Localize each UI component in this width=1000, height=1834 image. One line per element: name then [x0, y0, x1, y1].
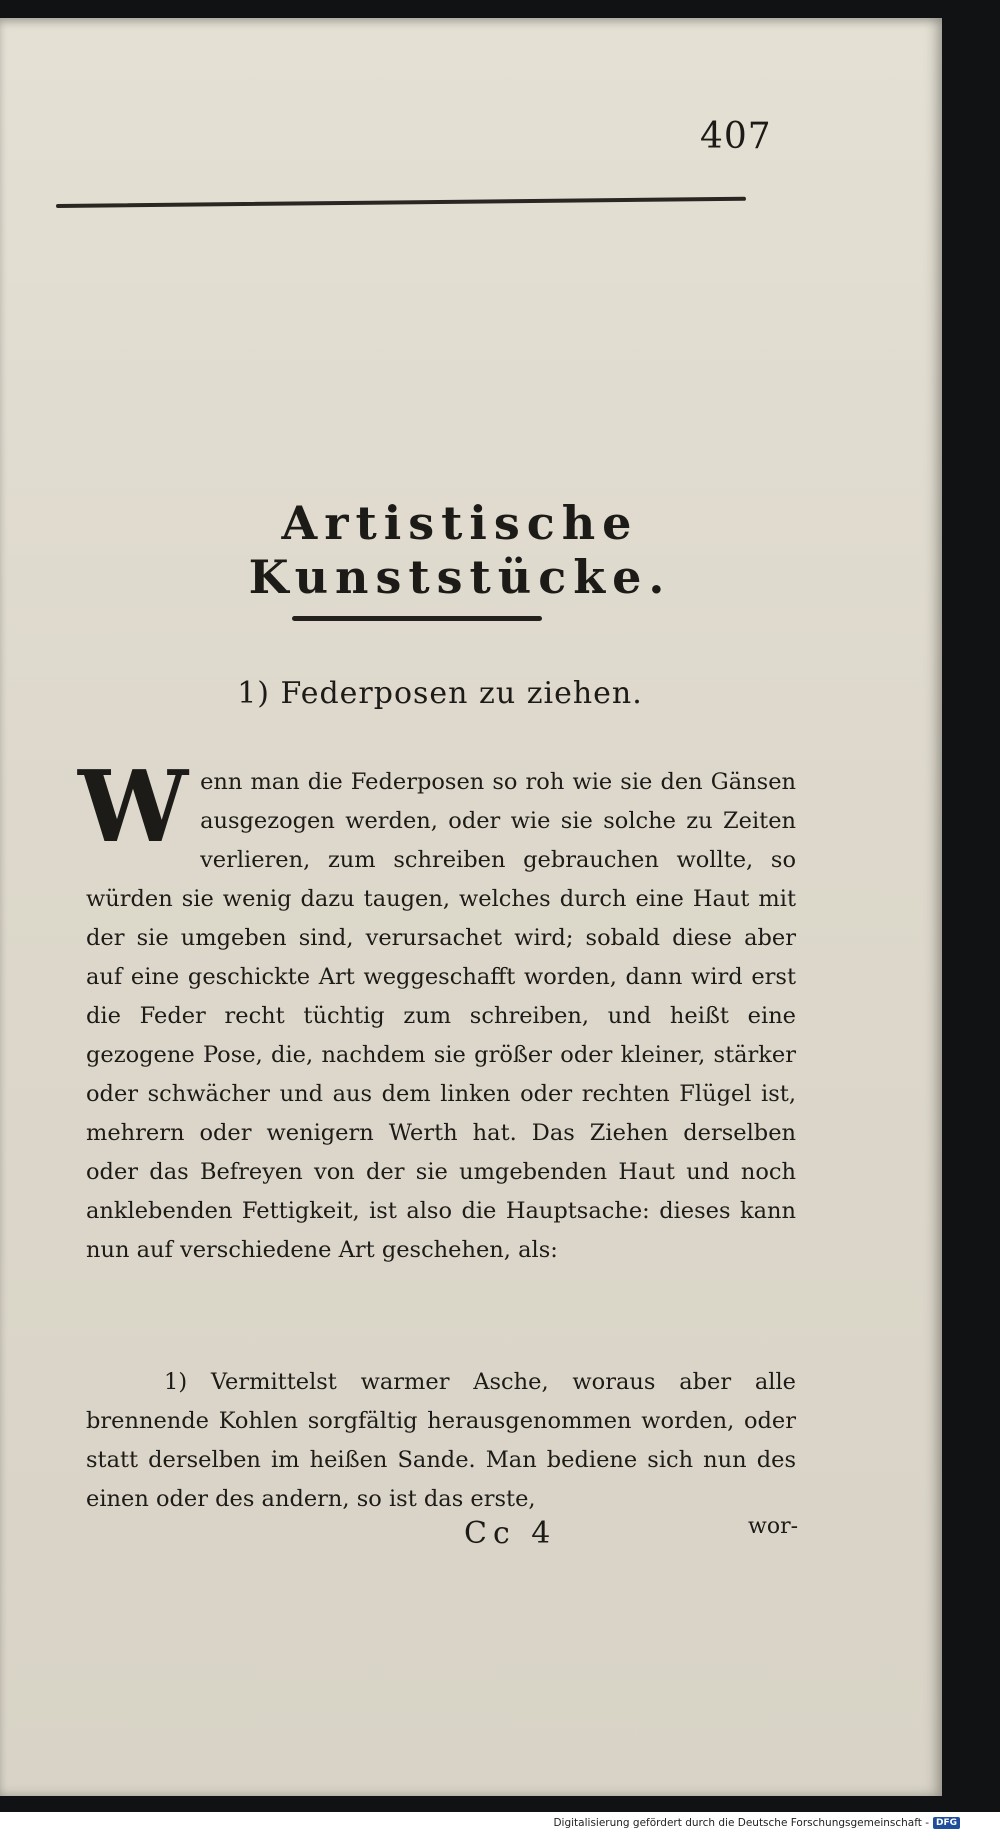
list-item-1: 1) Vermittelst warmer Asche, woraus aber alle brennende Kohlen sorgfältig herausgenommen worden, oder statt derselben im heißen Sande. Man bediene sich nun des einen oder des andern, so ist das erste,	[86, 1369, 796, 1512]
section-title: Artistische Kunststücke.	[248, 496, 672, 604]
catchword: wor-	[748, 1514, 799, 1539]
body-paragraph	[78, 750, 796, 1270]
header-rule	[56, 197, 746, 208]
dfg-logo-icon: DFG	[933, 1817, 960, 1829]
credit-text: Digitalisierung gefördert durch die Deutsche Forschungsgemeinschaft -	[553, 1817, 929, 1829]
paragraph-text: enn man die Federposen so roh wie sie den Gänsen ausgezogen werden, oder wie sie solche zu Zeiten verlieren, zum schreiben gebrauchen wollte, so würden sie wenig dazu taugen, welches durch eine Haut mit der sie umgeben sind, verursachet wird; sobald diese aber auf eine geschickte Art weggeschafft worden, dann wird erst die Feder recht tüchtig zum schreiben, und heißt eine gezogene Pose, die, nachdem sie größer oder kleiner, stärker oder schwächer und aus dem linken oder rechten Flügel ist, mehrern oder wenigern Werth hat. Das Ziehen derselben oder das Befreyen von der sie umgebenden Haut und noch anklebenden Fettigkeit, ist also die Hauptsache: dieses kann nun auf verschiedene Art geschehen, als:	[86, 769, 796, 1263]
signature-mark: Cc 4	[464, 1516, 557, 1551]
title-divider	[292, 616, 542, 621]
drop-cap: W	[78, 750, 189, 865]
book-page	[0, 18, 942, 1796]
digitization-credit	[553, 1814, 960, 1832]
page-number: 407	[700, 116, 772, 157]
subsection-heading: 1) Federposen zu ziehen.	[237, 676, 643, 711]
